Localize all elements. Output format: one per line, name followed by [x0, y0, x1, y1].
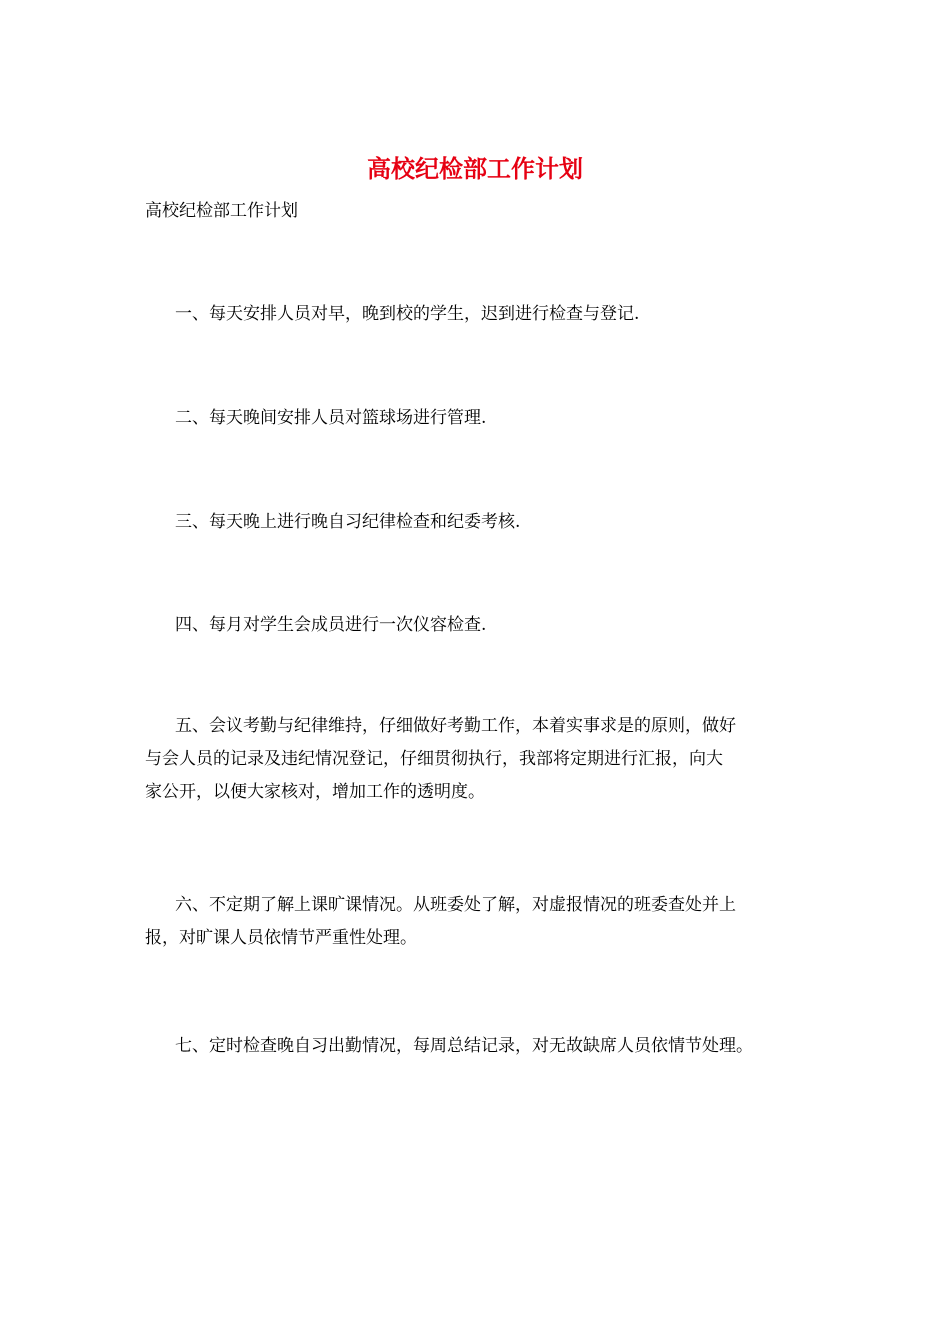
document-title: 高校纪检部工作计划	[367, 154, 583, 183]
paragraph-7: 七、定时检查晚自习出勤情况，每周总结记录，对无故缺席人员依情节处理。	[175, 1036, 753, 1056]
document-subtitle: 高校纪检部工作计划	[145, 201, 298, 221]
paragraph-2: 二、每天晚间安排人员对篮球场进行管理.	[175, 408, 487, 428]
paragraph-4: 四、每月对学生会成员进行一次仪容检查.	[175, 615, 487, 635]
paragraph-1: 一、每天安排人员对早，晚到校的学生，迟到进行检查与登记.	[175, 304, 640, 324]
paragraph-5: 五、会议考勤与纪律维持，仔细做好考勤工作，本着实事求是的原则，做好 与会人员的记录及违纪情况登记，仔细贯彻执行，我部将定期进行汇报，向大 家公开，以便大家核对，增加工作的透明度。	[145, 716, 736, 802]
paragraph-3: 三、每天晚上进行晚自习纪律检查和纪委考核.	[175, 512, 521, 532]
paragraph-6: 六、不定期了解上课旷课情况。从班委处了解，对虚报情况的班委查处并上 报，对旷课人员依情节严重性处理。	[145, 895, 736, 948]
